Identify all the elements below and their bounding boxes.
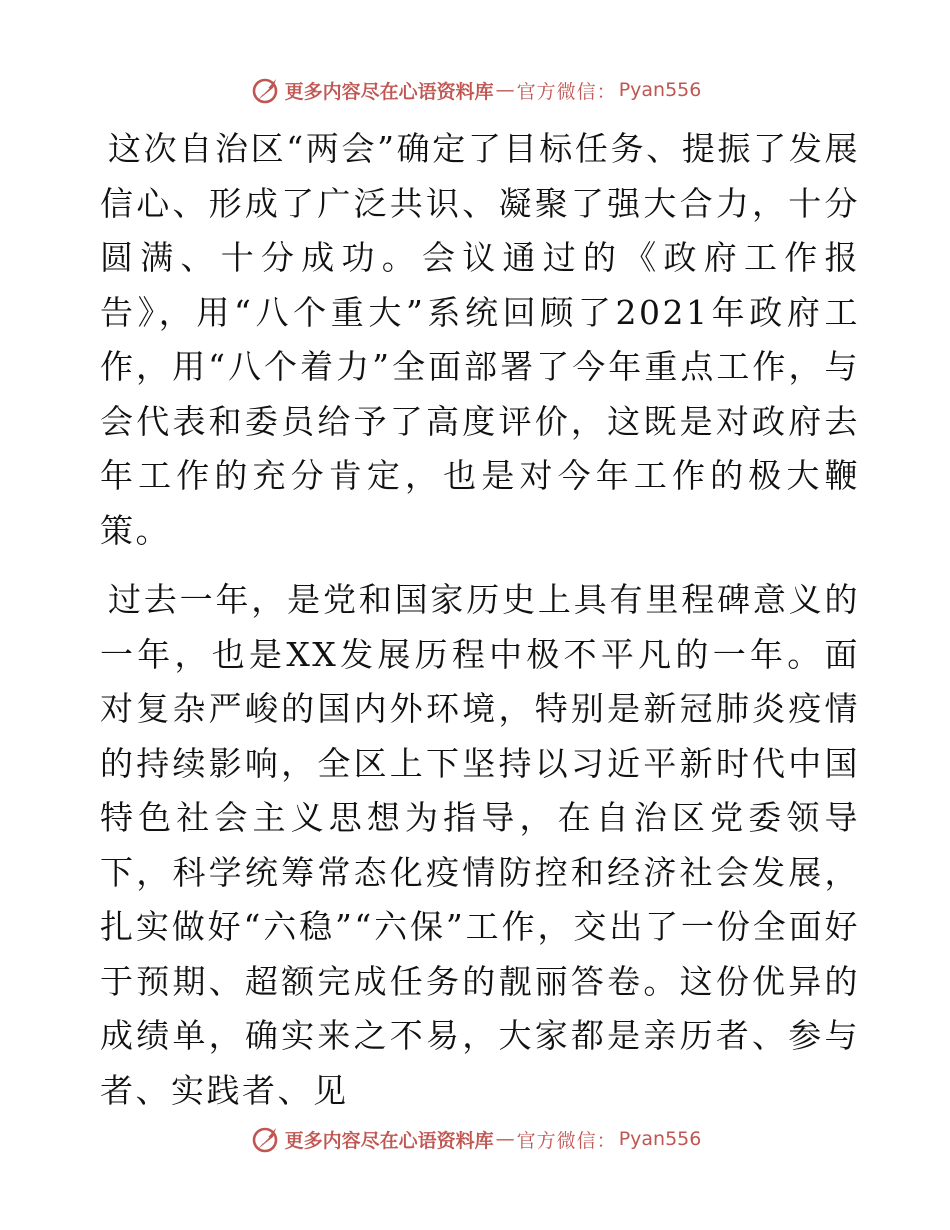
quill-pen-circle-icon	[249, 1123, 281, 1155]
banner-wechat-label: 官方微信：	[516, 1129, 617, 1152]
banner-separator: —	[495, 79, 515, 101]
banner-site-text: 更多内容尽在心语资料库	[284, 1129, 494, 1152]
paragraph-1: 这次自治区“两会”确定了目标任务、提振了发展信心、形成了广泛共识、凝聚了强大合力，十分圆满、十分成功。会议通过的《政府工作报告》，用“八个重大”系统回顾了2021年政府工作，用“八个着力”全面部署了今年重点工作，与会代表和委员给予了高度评价，这既是对政府去年工作的充分肯定，也是对今年工作的极大鞭策。	[100, 129, 860, 550]
document-body	[100, 122, 860, 1118]
quill-pen-circle-icon	[249, 74, 281, 106]
paragraph-2: 过去一年，是党和国家历史上具有里程碑意义的一年，也是XX发展历程中极不平凡的一年。面对复杂严峻的国内外环境，特别是新冠肺炎疫情的持续影响，全区上下坚持以习近平新时代中国特色社会主义思想为指导，在自治区党委领导下，科学统筹常态化疫情防控和经济社会发展，扎实做好“六稳”“六保”工作，交出了一份全面好于预期、超额完成任务的靓丽答卷。这份优异的成绩单，确实来之不易，大家都是亲历者、参与者、实践者、见	[100, 580, 860, 1110]
footer-banner	[0, 1119, 950, 1159]
header-banner	[0, 70, 950, 110]
banner-wechat-label: 官方微信：	[516, 80, 617, 103]
banner-account: Pyan556	[618, 79, 702, 101]
banner-account: Pyan556	[618, 1128, 702, 1150]
banner-separator: —	[495, 1128, 515, 1150]
banner-site-text: 更多内容尽在心语资料库	[284, 80, 494, 103]
